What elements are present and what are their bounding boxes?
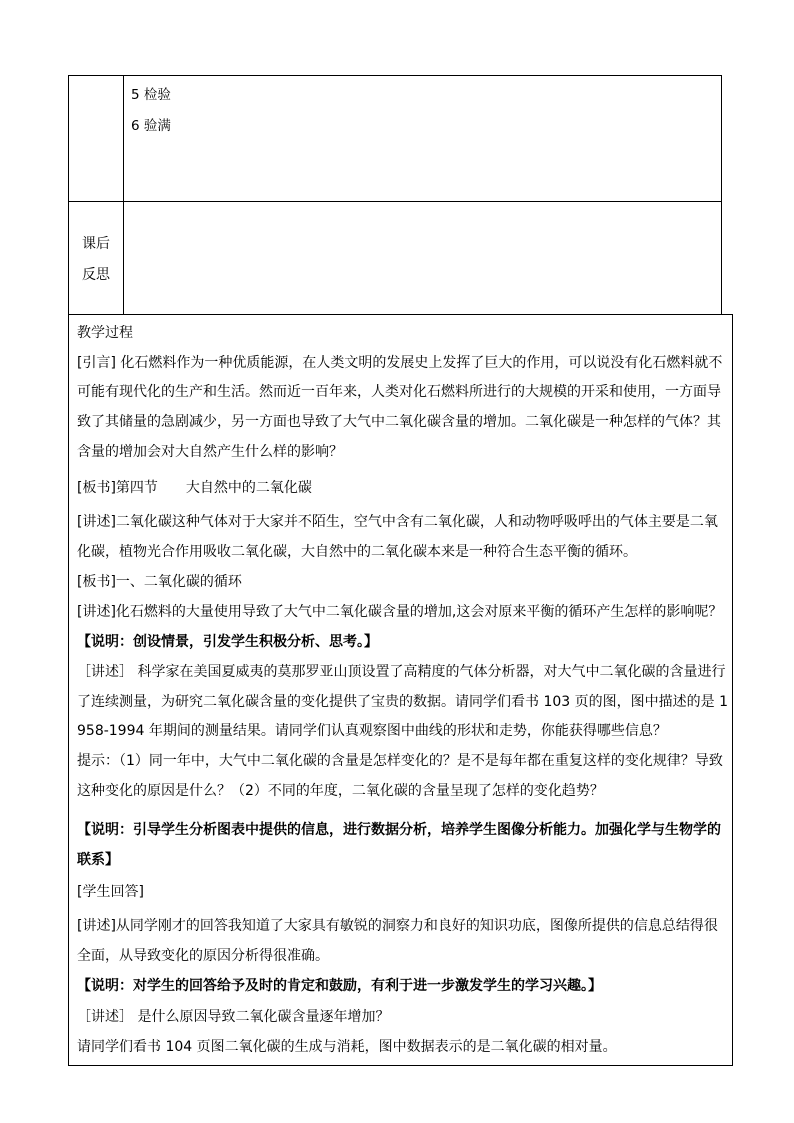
- step-item: 6 验满: [131, 118, 171, 134]
- paragraph-line: 含量的增加会对大自然产生什么样的影响？: [77, 444, 343, 460]
- paragraph-line: ［讲述］ 科学家在美国夏威夷的莫那罗亚山顶设置了高精度的气体分析器，对大气中二氧化碳的含量进行: [77, 664, 726, 680]
- table-row-divider: [69, 201, 721, 202]
- paragraph-line: 全面，从导致变化的原因分析得很准确。: [77, 948, 329, 964]
- paragraph-line: [讲述]从同学刚才的回答我知道了大家具有敏锐的洞察力和良好的知识功底，图像所提供的信息总结得很: [77, 918, 718, 934]
- lesson-plan-table: [68, 75, 722, 315]
- reflection-label: 课后: [82, 236, 110, 252]
- paragraph-line: 致了其储量的急剧减少，另一方面也导致了大气中二氧化碳含量的增加。二氧化碳是一种怎样的气体？其: [77, 414, 721, 430]
- paragraph-line: 化碳，植物光合作用吸收二氧化碳，大自然中的二氧化碳本来是一种符合生态平衡的循环。: [77, 544, 637, 560]
- paragraph-line: 请同学们看书 104 页图二氧化碳的生成与消耗，图中数据表示的是二氧化碳的相对量。: [77, 1039, 617, 1055]
- blackboard-note: [板书]第四节 大自然中的二氧化碳: [77, 480, 312, 496]
- paragraph-line: [讲述]化石燃料的大量使用导致了大气中二氧化碳含量的增加,这会对原来平衡的循环产生怎样的影响呢？: [77, 604, 723, 620]
- hint-line: 提示：（1）同一年中，大气中二氧化碳的含量是怎样变化的？是不是每年都在重复这样的变化规律？导致: [77, 753, 723, 769]
- reflection-label: 反思: [82, 267, 110, 283]
- paragraph-line: [讲述]二氧化碳这种气体对于大家并不陌生，空气中含有二氧化碳，人和动物呼吸呼出的气体主要是二氧: [77, 514, 718, 530]
- step-item: 5 检验: [131, 87, 171, 103]
- section-heading: 教学过程: [77, 325, 133, 341]
- paragraph-line: 可能有现代化的生产和生活。然而近一百年来，人类对化石燃料所进行的大规模的开采和使用，一方面导: [77, 384, 721, 400]
- paragraph-line: [学生回答]: [77, 884, 144, 900]
- blackboard-note: [板书]一、二氧化碳的循环: [77, 574, 242, 590]
- hint-line: 这种变化的原因是什么？（2）不同的年度，二氧化碳的含量呈现了怎样的变化趋势？: [77, 783, 604, 799]
- note-line: 【说明：引导学生分析图表中提供的信息，进行数据分析，培养学生图像分析能力。加强化学与生物学的: [77, 822, 721, 838]
- paragraph-line: ［讲述］ 是什么原因导致二氧化碳含量逐年增加？: [77, 1009, 390, 1025]
- note-line: 【说明：对学生的回答给予及时的肯定和鼓励，有利于进一步激发学生的学习兴趣。】: [77, 978, 602, 994]
- note-line: 【说明：创设情景，引发学生积极分析、思考。】: [77, 634, 378, 650]
- table-column-divider: [123, 76, 124, 314]
- paragraph-line: 958-1994 年期间的测量结果。请同学们认真观察图中曲线的形状和走势，你能获得哪些信息？: [77, 723, 667, 739]
- paragraph-line: 了连续测量，为研究二氧化碳含量的变化提供了宝贵的数据。请同学们看书 103 页的图，图中描述的是 1: [77, 694, 728, 710]
- paragraph-line: [引言] 化石燃料作为一种优质能源，在人类文明的发展史上发挥了巨大的作用，可以说没有化石燃料就不: [77, 355, 723, 371]
- teaching-process-section: [68, 314, 733, 1066]
- note-line: 联系】: [77, 852, 119, 868]
